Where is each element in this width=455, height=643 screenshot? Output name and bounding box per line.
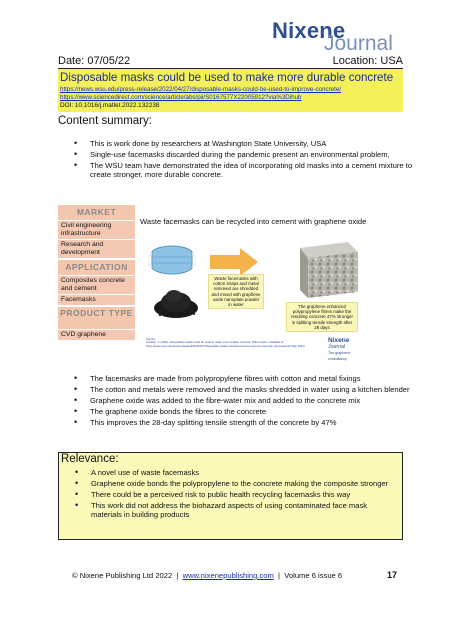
website-link[interactable]: www.nixenepublishing.com	[182, 571, 274, 580]
list-item: • The graphene oxide bonds the fibres to the concrete	[74, 407, 414, 416]
list-item: • A novel use of waste facemasks	[75, 468, 395, 477]
press-release-link[interactable]: https://news.wsu.edu/press-release/2022/04/27/disposable-masks-could-be-used-to-improve-concrete/	[60, 86, 341, 93]
figure-source: Source: Indrasiri, T. (2022). Disposable masks could be used to make more durable concrete. WSU Insider. Available at https://news.wsu.edu/press-release/2022/04/27/disposable-masks-could-be-used-to-improve-concrete/ (Accessed 06 May 2022)	[146, 337, 305, 348]
article-title: Disposable masks could be used to make more durable concrete	[60, 71, 394, 84]
page-number: 17	[387, 570, 398, 580]
facemask-icon	[148, 238, 196, 282]
list-item: • Graphene oxide bonds the polypropylene to the concrete making the composite stronger	[75, 479, 395, 488]
result-caption: The graphene enhanced polypropylene fibres make the resulting concrete 47% stronger in splitting tensile strength after 28 days	[286, 302, 358, 332]
list-item: • This work did not address the biohazard aspects of using contaminated face mask materials in building products	[75, 501, 395, 520]
application-item: Composites concrete and cement	[58, 275, 135, 294]
relevance-heading: Relevance:	[61, 453, 119, 465]
application-item: Facemasks	[58, 294, 135, 305]
copyright: © Nixene Publishing Ltd 2022	[72, 571, 173, 580]
product-type-item: CVD graphene	[58, 329, 135, 340]
process-caption: Waste facemasks with cotton straps and metal removed are shredded and mixed with graphene oxide nanoplate powder in water	[208, 274, 264, 309]
list-item: • Graphene oxide was added to the fibre-water mix and added to the concrete mix	[74, 396, 414, 405]
summary-list	[74, 139, 414, 181]
list-item: • This is work done by researchers at Washington State University, USA	[74, 139, 414, 148]
process-figure	[140, 214, 365, 364]
classification-panel	[58, 205, 135, 340]
product-type-heading: PRODUCT TYPE	[58, 307, 135, 329]
article-doi: DOI: 10.1016/j.matlet.2022.132238	[60, 102, 160, 109]
sciencedirect-link[interactable]: https://www.sciencedirect.com/science/article/abs/pii/S0167577X22005912?via%3Dihub	[60, 94, 302, 101]
logo-subtitle: Journal	[324, 32, 393, 55]
market-item: Research and development	[58, 239, 135, 258]
list-item: • Single-use facemasks discarded during the pandemic present an environmental problem,	[74, 150, 414, 159]
date-location-row	[58, 55, 403, 69]
relevance-list	[75, 468, 395, 521]
summary-heading: Content summary:	[58, 115, 152, 127]
article-date: Date: 07/05/22	[58, 55, 131, 67]
article-title-band	[58, 69, 403, 112]
figure-title: Waste facemasks can be recycled into cement with graphene oxide	[140, 217, 367, 226]
graphene-powder-icon	[150, 282, 202, 320]
application-heading: APPLICATION	[58, 260, 135, 275]
list-item: • There could be a perceived risk to public health recycling facemasks this way	[75, 490, 395, 499]
logo-brand: Nixene	[272, 18, 346, 43]
list-item: • The WSU team have demonstrated the idea of incorporating old masks into a cement mixture to create stronger, more durable concrete.	[74, 161, 414, 180]
market-heading: MARKET	[58, 205, 135, 220]
list-item: • The cotton and metals were removed and the masks shredded in water using a kitchen blender	[74, 385, 414, 394]
journal-logo	[272, 18, 412, 55]
market-item: Civil engineering infrastructure	[58, 220, 135, 239]
figure-logo: Nixene Journal The graphene consultancy	[328, 337, 351, 361]
concrete-block-icon	[294, 238, 362, 300]
list-item: • The facemasks are made from polypropylene fibres with cotton and metal fixings	[74, 374, 414, 383]
article-location: Location: USA	[332, 55, 403, 67]
relevance-box	[58, 452, 403, 540]
issue-info: Volume 6 issue 6	[284, 571, 343, 580]
page-footer: © Nixene Publishing Ltd 2022 | www.nixenepublishing.com | Volume 6 issue 6 17	[72, 570, 398, 580]
list-item: • This improves the 28-day splitting tensile strength of the concrete by 47%	[74, 418, 414, 427]
details-list	[74, 374, 414, 429]
